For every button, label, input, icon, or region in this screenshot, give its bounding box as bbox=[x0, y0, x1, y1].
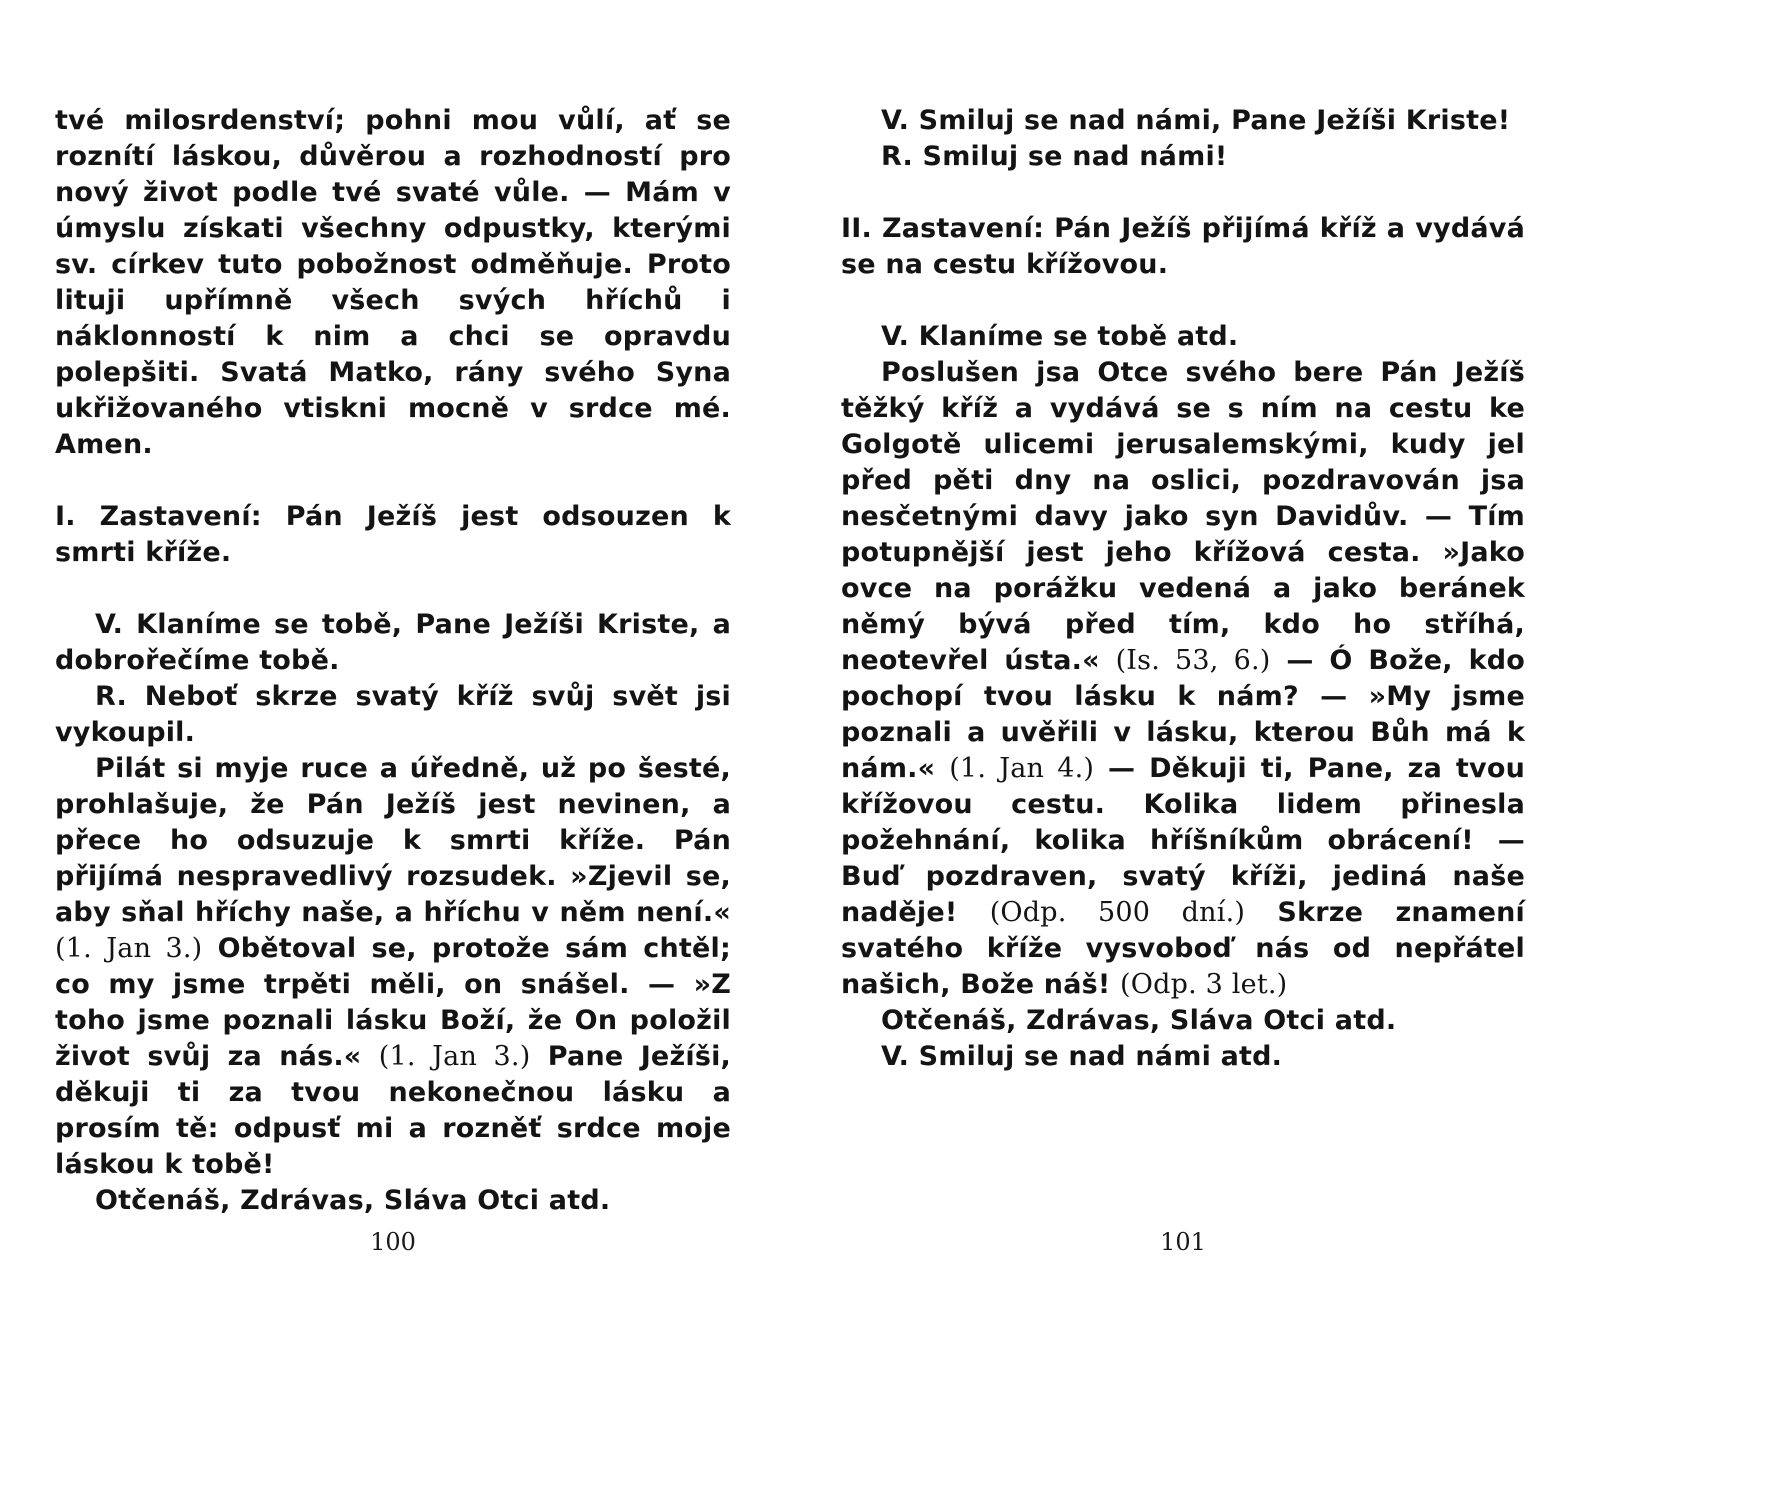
station-1-meditation-paragraph bbox=[55, 751, 731, 1183]
station-1-heading bbox=[55, 499, 731, 571]
text-run: — Děkuji ti, Pane, za tvou křížovou cestu. Kolika lidem přinesla požehnání, kolika hříšníkům obrácení! — Buď pozdraven, svatý kříži, jediná naše naděje! bbox=[841, 753, 1525, 928]
text-run: II. Zastavení: Pán Ježíš přijímá kříž a vydává se na cestu křížovou. bbox=[841, 213, 1525, 280]
text-run: V. Smiluj se nad námi atd. bbox=[881, 1041, 1283, 1072]
text-run: (Is. 53, 6.) bbox=[1115, 645, 1271, 676]
page-number-right: 101 bbox=[1160, 1228, 1206, 1256]
text-run: (1. Jan 3.) bbox=[55, 933, 203, 964]
text-run: Pane Ježíši, děkuji ti za tvou nekonečnou lásku a prosím tě: odpusť mi a rozněť srdce moje láskou k tobě! bbox=[55, 1041, 731, 1180]
text-run: — Ó Bože, kdo pochopí tvou lásku k nám? — »My jsme poznali a uvěřili v lásku, kterou Bůh má k nám.« bbox=[841, 645, 1526, 784]
otcenas-line bbox=[841, 1003, 1525, 1039]
page-left-text bbox=[55, 103, 731, 1219]
response-nebot-paragraph bbox=[55, 679, 731, 751]
versicle-klanime-paragraph bbox=[55, 607, 731, 679]
text-run: (Odp. 500 dní.) bbox=[989, 897, 1246, 928]
station-2-heading bbox=[841, 211, 1525, 283]
text-run: (1. Jan 3.) bbox=[378, 1041, 531, 1072]
page-number-left: 100 bbox=[370, 1228, 416, 1256]
versicle-klanime-short-paragraph bbox=[841, 319, 1525, 355]
text-run: (Odp. 3 let.) bbox=[1120, 969, 1288, 1000]
versicle-smiluj-short-paragraph bbox=[841, 1039, 1525, 1075]
otcenas-line bbox=[55, 1183, 731, 1219]
text-run: R. Neboť skrze svatý kříž svůj svět jsi vykoupil. bbox=[55, 681, 731, 748]
page-right-text bbox=[841, 103, 1525, 1075]
response-smiluj-paragraph bbox=[841, 139, 1525, 175]
text-run: Skrze znamení svatého kříže vysvoboď nás od nepřátel našich, Bože náš! bbox=[841, 897, 1525, 1000]
text-run: Poslušen jsa Otce svého bere Pán Ježíš těžký kříž a vydává se s ním na cestu ke Golgotě ulicemi jerusalemskými, kudy jel před pěti dny na oslici, pozdravován jsa nesčetnými davy jako syn Davidův. — Tím potupnější jest jeho křížová cesta. »Jako ovce na porážku vedená a jako beránek němý bývá před tím, kdo ho stříhá, neotevřel ústa.« bbox=[841, 357, 1525, 676]
text-run: V. Klaníme se tobě, Pane Ježíši Kriste, a dobrořečíme tobě. bbox=[55, 609, 731, 676]
text-run: I. Zastavení: Pán Ježíš jest odsouzen k smrti kříže. bbox=[55, 501, 731, 568]
station-2-meditation-paragraph bbox=[841, 355, 1525, 1003]
text-run: (1. Jan 4.) bbox=[949, 753, 1095, 784]
text-run: Otčenáš, Zdrávas, Sláva Otci atd. bbox=[881, 1005, 1397, 1036]
text-run: Obětoval se, protože sám chtěl; co my jsme trpěti měli, on snášel. — »Z toho jsme poznali lásku Boží, že On položil život svůj za nás.« bbox=[55, 933, 731, 1072]
text-run: R. Smiluj se nad námi! bbox=[881, 141, 1228, 172]
text-run: V. Klaníme se tobě atd. bbox=[881, 321, 1239, 352]
text-run: Pilát si myje ruce a úředně, už po šesté, prohlašuje, že Pán Ježíš jest nevinen, a přece ho odsuzuje k smrti kříže. Pán přijímá nespravedlivý rozsudek. »Zjevil se, aby sňal hříchy naše, a hříchu v něm není.« bbox=[55, 753, 731, 928]
text-run: Otčenáš, Zdrávas, Sláva Otci atd. bbox=[95, 1185, 611, 1216]
prayer-continuation-paragraph bbox=[55, 103, 731, 463]
text-run: tvé milosrdenství; pohni mou vůlí, ať se roznítí láskou, důvěrou a rozhodností pro nový život podle tvé svaté vůle. — Mám v úmyslu získati všechny odpustky, kterými sv. církev tuto pobožnost odměňuje. Proto lituji upřímně všech svých hříchů i náklonností k nim a chci se opravdu polepšiti. Svatá Matko, rány svého Syna ukřižovaného vtiskni mocně v srdce mé. Amen. bbox=[55, 105, 731, 460]
text-run: V. Smiluj se nad námi, Pane Ježíši Kriste! bbox=[881, 105, 1511, 136]
versicle-smiluj-paragraph bbox=[841, 103, 1525, 139]
